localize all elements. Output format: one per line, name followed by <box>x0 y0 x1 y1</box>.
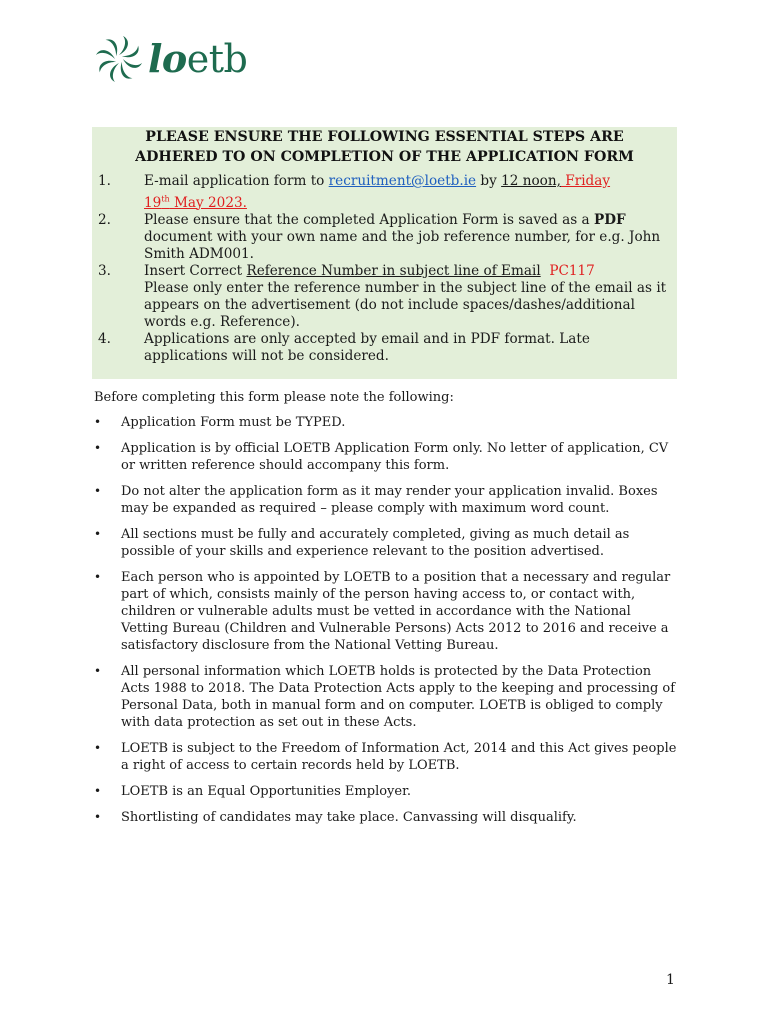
logo-wordmark <box>148 36 248 81</box>
bullet: • <box>94 741 102 755</box>
loetb-logo <box>94 34 247 84</box>
bullet: • <box>94 441 102 455</box>
step-text-part: Insert Correct <box>144 262 247 279</box>
steps-heading-line2: ADHERED TO ON COMPLETION OF THE APPLICATION FORM <box>135 149 634 165</box>
list-item <box>94 526 679 560</box>
step-item-1 <box>98 173 671 212</box>
bullet: • <box>94 664 102 678</box>
step-text-part: document with your own name and the job reference number, for e.g. John Smith ADM001. <box>144 228 661 262</box>
step-text-part: Please ensure that the completed Application Form is saved as a <box>144 211 594 228</box>
step-item-2 <box>98 212 671 263</box>
logo-etb: etb <box>186 37 248 81</box>
notes-list <box>94 414 679 835</box>
note-text: All sections must be fully and accurately completed, giving as much detail as possible of your skills and experience relevant to the position advertised. <box>121 527 630 559</box>
deadline-date-day: 19 <box>144 194 162 211</box>
steps-list <box>98 173 671 365</box>
bullet: • <box>94 484 102 498</box>
reference-instruction: Reference Number in subject line of Email <box>246 262 541 279</box>
list-item <box>94 783 679 800</box>
bullet: • <box>94 784 102 798</box>
step-text-part: E-mail application form to <box>144 173 329 189</box>
deadline-time: 12 noon, <box>501 173 561 189</box>
step-item-4 <box>98 331 671 365</box>
step-number: 4. <box>98 330 111 347</box>
bullet: • <box>94 810 102 824</box>
list-item <box>94 414 679 431</box>
step-item-3 <box>98 263 671 331</box>
step-number: 1. <box>98 173 111 189</box>
bullet: • <box>94 570 102 584</box>
step-number: 2. <box>98 211 111 228</box>
reference-code: PC117 <box>549 262 595 279</box>
note-text: Each person who is appointed by LOETB to a position that a necessary and regular part of which, consists mainly of the person having access to, or contact with, children or vulnerable adults must be vetted in accordance with the National Vetting Bureau (Children and Vulnerable Persons) Acts 2012 to 2016 and receive a satisfactory disclosure from the National Vetting Bureau. <box>121 570 671 653</box>
list-item <box>94 740 679 774</box>
list-item <box>94 569 679 654</box>
deadline-date-rest: May 2023. <box>169 194 247 211</box>
list-item <box>94 440 679 474</box>
intro-text: Before completing this form please note the following: <box>94 390 454 405</box>
bullet: • <box>94 527 102 541</box>
list-item <box>94 809 679 826</box>
step-text-part: Please only enter the reference number in the subject line of the email as it appears on the advertisement (do not include spaces/dashes/additional words e.g. Reference). <box>144 279 667 330</box>
step-number: 3. <box>98 262 111 279</box>
list-item <box>94 663 679 731</box>
note-text: Do not alter the application form as it may render your application invalid. Boxes may be expanded as required – please comply with maximum word count. <box>121 484 658 516</box>
deadline-date-suffix: th <box>161 194 170 203</box>
logo-lo: lo <box>148 36 187 81</box>
bullet: • <box>94 415 102 429</box>
steps-heading-line1: PLEASE ENSURE THE FOLLOWING ESSENTIAL STEPS ARE <box>145 129 624 145</box>
recruitment-email-link[interactable]: recruitment@loetb.ie <box>328 173 477 189</box>
note-text: Application Form must be TYPED. <box>121 415 346 430</box>
step-text: Applications are only accepted by email and in PDF format. Late applications will not be considered. <box>144 330 590 364</box>
step-text <box>144 212 671 263</box>
list-item <box>94 483 679 517</box>
loetb-swirl-icon <box>94 34 144 84</box>
step-text-part: by <box>476 173 502 189</box>
steps-heading <box>98 127 671 167</box>
step-text <box>144 173 671 212</box>
note-text: Shortlisting of candidates may take place. Canvassing will disqualify. <box>121 810 577 825</box>
pdf-emphasis: PDF <box>593 211 626 228</box>
step-text <box>144 263 671 331</box>
note-text: Application is by official LOETB Application Form only. No letter of application, CV or written reference should accompany this form. <box>121 441 669 473</box>
note-text: LOETB is an Equal Opportunities Employer. <box>121 784 412 799</box>
deadline-day: Friday <box>560 173 611 189</box>
note-text: All personal information which LOETB holds is protected by the Data Protection Acts 1988 to 2018. The Data Protection Acts apply to the keeping and processing of Personal Data, both in manual form and on computer. LOETB is obliged to comply with data protection as set out in these Acts. <box>121 664 676 730</box>
page-number: 1 <box>666 972 675 988</box>
essential-steps-box <box>92 127 677 379</box>
note-text: LOETB is subject to the Freedom of Information Act, 2014 and this Act gives people a right of access to certain records held by LOETB. <box>121 741 677 773</box>
